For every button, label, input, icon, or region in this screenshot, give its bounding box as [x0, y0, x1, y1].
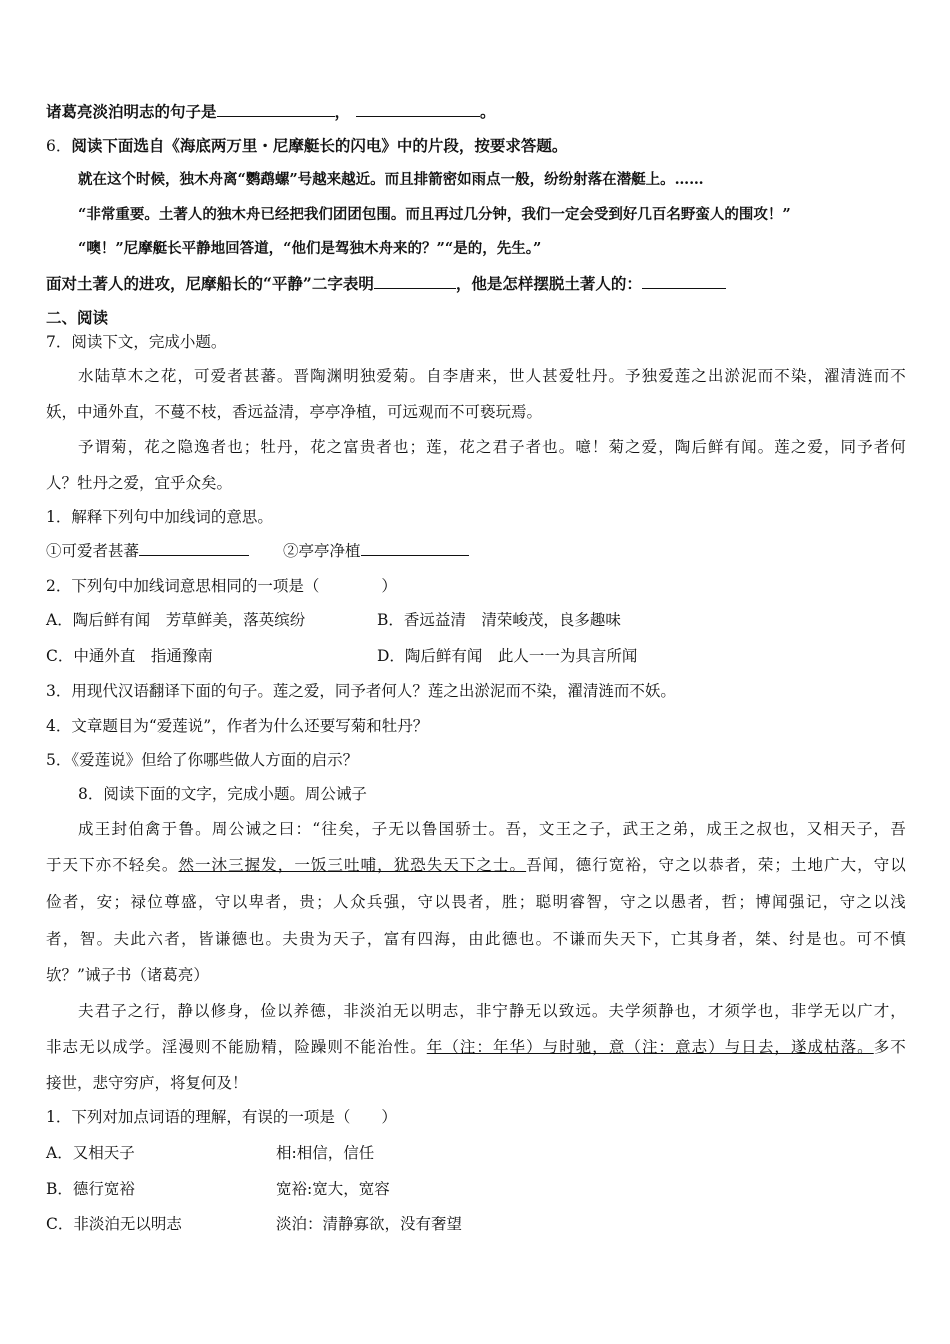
- q7-heading: 7．阅读下文，完成小题。: [46, 333, 227, 351]
- q7-option-a[interactable]: A．陶后鲜有闻 芳草鲜美，落英缤纷: [46, 611, 306, 629]
- q5-period: 。: [480, 102, 496, 121]
- q7-sub5: 5．《爱莲说》但给了你哪些做人方面的启示？: [46, 751, 359, 769]
- q6-passage-p2: “非常重要。土著人的独木舟已经把我们团团包围。而且再过几分钟，我们一定会受到好几百名野蛮人的围攻！”: [78, 206, 791, 223]
- q7-sub1-item-a: ①可爱者甚蕃: [46, 542, 140, 560]
- q6-number: 6．: [46, 137, 72, 155]
- q7-sub1-items: [46, 540, 469, 562]
- q7-para1-line1: 水陆草木之花，可爱者甚蕃。晋陶渊明独爱菊。自李唐来，世人甚爱牡丹。予独爱莲之出淤泥而不染，濯清涟而不: [78, 367, 906, 385]
- answer-blank[interactable]: [139, 540, 249, 556]
- q8-option-c-meaning: 淡泊：清静寡欲，没有奢望: [276, 1215, 463, 1233]
- answer-blank[interactable]: [361, 540, 469, 556]
- answer-blank[interactable]: [217, 101, 335, 117]
- q6-heading: [46, 135, 567, 157]
- answer-blank[interactable]: [374, 273, 456, 289]
- answer-blank[interactable]: [356, 101, 480, 117]
- q7-sub3: 3．用现代汉语翻译下面的句子。莲之爱，同予者何人？莲之出淤泥而不染，濯清涟而不妖。: [46, 682, 676, 700]
- q8-option-a[interactable]: A．又相天子: [46, 1144, 135, 1162]
- q8-p1-line1: 成王封伯禽于鲁。周公诫之曰：“往矣，子无以鲁国骄士。吾，文王之子，武王之弟，成王之叔也，又相天子，吾: [78, 820, 906, 838]
- q5-comma: ，: [334, 102, 351, 121]
- q6-question: [46, 273, 726, 295]
- q8-p2-line2-b: 多不: [873, 1038, 907, 1056]
- q8-p1-line5: 欤？”诫子书（诸葛亮）: [46, 966, 209, 984]
- answer-blank[interactable]: [642, 273, 726, 289]
- q6-passage-p3: “噢！”尼摩艇长平静地回答道，“他们是驾独木舟来的？”“是的，先生。”: [78, 240, 542, 257]
- q8-p1-line2-b: 吾闻，德行宽裕，守之以恭者，荣；土地广大，守以: [526, 856, 906, 874]
- q7-sub1-item-b: ②亭亭净植: [283, 542, 361, 560]
- q6-passage-p1: 就在这个时候，独木舟离“鹦鹉螺”号越来越近。而且排箭密如雨点一般，纷纷射落在潜艇上。……: [78, 171, 704, 188]
- q8-p1-line2: [46, 854, 906, 876]
- q7-sub1: 1．解释下列句中加线词的意思。: [46, 508, 273, 526]
- q7-sub2: 2．下列句中加线词意思相同的一项是（ ）: [46, 577, 397, 595]
- section-title: 二、阅读: [46, 308, 109, 327]
- q8-underlined-sentence: 然一沐三握发，一饭三吐哺，犹恐失天下之士。: [178, 856, 527, 874]
- q6-question-b: ，他是怎样摆脱土著人的：: [455, 274, 642, 293]
- q7-para1-line2: 妖，中通外直，不蔓不枝，香远益清，亭亭净植，可远观而不可亵玩焉。: [46, 403, 543, 421]
- q8-heading: 8．阅读下面的文字，完成小题。周公诫子: [78, 785, 367, 803]
- q8-option-b-meaning: 宽裕:宽大，宽容: [276, 1180, 390, 1198]
- q8-option-a-meaning: 相:相信，信任: [276, 1144, 375, 1162]
- q6-prompt: 阅读下面选自《海底两万里・尼摩艇长的闪电》中的片段，按要求答题。: [71, 136, 568, 155]
- q8-p2-line2: [46, 1036, 906, 1058]
- q8-sub1: 1．下列对加点词语的理解，有误的一项是（ ）: [46, 1108, 397, 1126]
- q7-option-d[interactable]: D．陶后鲜有闻 此人一一为具言所闻: [377, 647, 638, 665]
- q8-p2-line1: 夫君子之行，静以修身，俭以养德，非淡泊无以明志，非宁静无以致远。夫学须静也，才须学也，非学无以广才，: [78, 1002, 906, 1020]
- q5-tail-text: 诸葛亮淡泊明志的句子是: [46, 102, 217, 121]
- q7-sub4: 4．文章题目为“爱莲说”，作者为什么还要写菊和牡丹？: [46, 717, 429, 735]
- q8-p2-line2-a: 非志无以成学。淫漫则不能励精，险躁则不能治性。: [46, 1038, 427, 1056]
- q7-para2-line1: 予谓菊，花之隐逸者也；牡丹，花之富贵者也；莲，花之君子者也。噫！菊之爱，陶后鲜有闻。莲之爱，同予者何: [78, 438, 906, 456]
- q7-para2-line2: 人？牡丹之爱，宜乎众矣。: [46, 474, 233, 492]
- q8-option-b[interactable]: B．德行宽裕: [46, 1180, 135, 1198]
- q8-p1-line4: 者，智。夫此六者，皆谦德也。夫贵为天子，富有四海，由此德也。不谦而失天下，亡其身者，桀、纣是也。可不慎: [46, 930, 906, 948]
- q8-p1-line2-a: 于天下亦不轻矣。: [46, 856, 179, 874]
- q7-option-b[interactable]: B．香远益清 清荣峻茂，良多趣味: [377, 611, 621, 629]
- q8-p1-line3: 俭者，安；禄位尊盛，守以卑者，贵；人众兵强，守以畏者，胜；聪明睿智，守之以愚者，哲；博闻强记，守之以浅: [46, 893, 906, 911]
- q8-underlined-sentence-2: 年（注：年华）与时驰，意（注：意志）与日去，遂成枯落。: [426, 1038, 874, 1056]
- q5-tail-line: [46, 101, 496, 123]
- q6-question-a: 面对土著人的进攻，尼摩船长的“平静”二字表明: [46, 274, 374, 293]
- q8-option-c[interactable]: C．非淡泊无以明志: [46, 1215, 182, 1233]
- q7-option-c[interactable]: C．中通外直 指通豫南: [46, 647, 213, 665]
- q8-p2-line3: 接世，悲守穷庐，将复何及！: [46, 1074, 248, 1092]
